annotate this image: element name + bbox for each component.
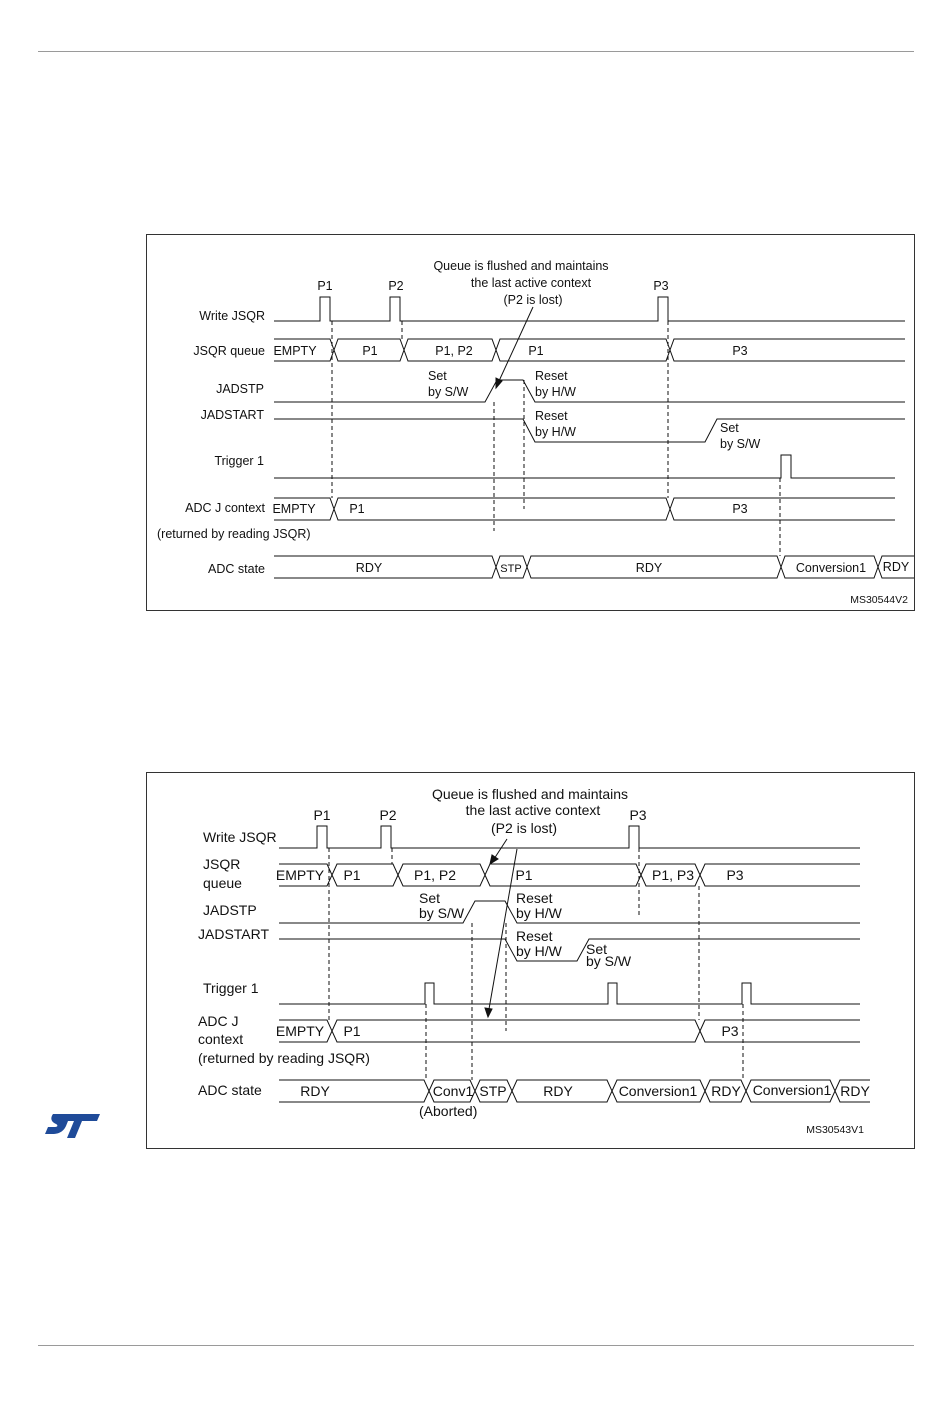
queue-value-p3-2: P3: [726, 867, 744, 883]
queue-value-p1-b: P1: [528, 344, 544, 358]
signal-label-adc-j-context: ADC J context: [185, 501, 265, 515]
queue-value-empty: EMPTY: [273, 344, 317, 358]
trigger1-wave: [274, 455, 895, 478]
note-reset-hw-1b: by H/W: [535, 385, 576, 399]
state-value-stp: STP: [500, 563, 522, 575]
queue-value-p1-2: P1: [343, 867, 361, 883]
returned-note: (returned by reading JSQR): [157, 527, 311, 541]
state-value-rdy-2: RDY: [635, 561, 663, 575]
timing-diagram-1-svg: [147, 235, 914, 610]
note-reset-hw-2b: by H/W: [535, 425, 576, 439]
state-value-stp-2: STP: [479, 1083, 507, 1099]
signal-label-jsqr-queue: JSQR queue: [193, 344, 265, 358]
context-value-p1-2: P1: [343, 1023, 361, 1039]
state-value-conversion1-a: Conversion1: [618, 1083, 698, 1099]
timing-diagram-2-svg: [147, 773, 914, 1148]
pulse-label-p2: P2: [388, 279, 404, 293]
state-value-conversion1-b: Conversion1: [752, 1082, 832, 1098]
jadstp-wave: [274, 380, 905, 402]
annotation-line-2-2: the last active context: [465, 802, 601, 818]
queue-value-p1-b-2: P1: [515, 867, 533, 883]
note-set-sw-1a-2: Set: [419, 890, 441, 906]
annotation-arrow-head-2a: [490, 855, 498, 864]
state-value-rdy-3: RDY: [882, 560, 910, 574]
state-value-conv1-aborted: Conv1: [432, 1083, 474, 1099]
write-jsqr-wave: [274, 297, 905, 321]
signal-label-adc-state: ADC state: [208, 562, 265, 576]
annotation-line-3-2: (P2 is lost): [490, 820, 558, 836]
signal-label-write-jsqr: Write JSQR: [199, 309, 265, 323]
note-reset-hw-2a-2: Reset: [516, 928, 553, 944]
signal-label-adc-j-2b: context: [198, 1031, 244, 1047]
figure-ref-2: MS30543V1: [806, 1124, 864, 1136]
note-reset-hw-1b-2: by H/W: [516, 905, 562, 921]
signal-label-jadstp: JADSTP: [216, 382, 264, 396]
signal-label-adc-state-2: ADC state: [198, 1082, 262, 1098]
signal-label-trigger1-2: Trigger 1: [203, 980, 259, 996]
jadstart-wave: [274, 419, 905, 442]
note-set-sw-2a: Set: [720, 421, 739, 435]
queue-value-p1-p2: P1, P2: [435, 344, 473, 358]
pulse-label-p1-2: P1: [313, 807, 331, 823]
queue-value-p3: P3: [732, 344, 748, 358]
trigger1-wave-2: [279, 983, 860, 1004]
header-rule: [38, 51, 914, 52]
context-value-p3: P3: [732, 502, 748, 516]
annotation-line-1: Queue is flushed and maintains: [433, 259, 609, 273]
returned-note-2: (returned by reading JSQR): [198, 1050, 370, 1066]
figure-ref-1: MS30544V2: [850, 594, 908, 606]
queue-value-p1: P1: [362, 344, 378, 358]
state-value-rdy-a: RDY: [300, 1083, 330, 1099]
queue-value-p1-p3-2: P1, P3: [651, 867, 695, 883]
signal-label-jadstart: JADSTART: [200, 408, 264, 422]
st-logo: [42, 1110, 102, 1142]
pulse-label-p2-2: P2: [379, 807, 397, 823]
signal-label-jsqr-queue-2a: JSQR: [203, 856, 241, 872]
pulse-label-p3: P3: [653, 279, 669, 293]
context-value-empty: EMPTY: [272, 502, 316, 516]
aborted-label: (Aborted): [419, 1103, 478, 1119]
write-jsqr-wave-2: [279, 826, 860, 848]
context-value-empty-2: EMPTY: [275, 1023, 325, 1039]
queue-value-p1-p2-2: P1, P2: [413, 867, 457, 883]
signal-label-write-jsqr-2: Write JSQR: [203, 829, 277, 845]
timing-diagram-1: [146, 234, 915, 611]
state-value-rdy-b: RDY: [543, 1083, 573, 1099]
timing-diagram-2: [146, 772, 915, 1149]
annotation-line-1-2: Queue is flushed and maintains: [431, 786, 629, 802]
adc-j-context-bus-2: [279, 1020, 860, 1042]
note-set-sw-1b: by S/W: [428, 385, 469, 399]
signal-label-trigger1: Trigger 1: [214, 454, 264, 468]
annotation-line-2: the last active context: [470, 276, 592, 290]
jadstp-wave-2: [279, 901, 860, 923]
state-value-rdy-1: RDY: [355, 561, 383, 575]
signal-label-jsqr-queue-2b: queue: [203, 875, 242, 891]
jadstart-wave-2: [279, 939, 860, 961]
signal-label-jadstp-2: JADSTP: [203, 902, 257, 918]
note-set-sw-2b-2: by S/W: [586, 953, 632, 969]
note-reset-hw-2b-2: by H/W: [516, 943, 562, 959]
note-set-sw-2a-2: Set: [586, 941, 608, 957]
note-set-sw-2b: by S/W: [720, 437, 761, 451]
note-set-sw-1a: Set: [428, 369, 447, 383]
adc-j-context-bus: [274, 498, 895, 520]
jsqr-queue-bus-2: [279, 864, 860, 886]
pulse-label-p1: P1: [317, 279, 333, 293]
note-reset-hw-1a-2: Reset: [516, 890, 553, 906]
signal-label-jadstart-2: JADSTART: [198, 926, 270, 942]
footer-rule: [38, 1345, 914, 1346]
queue-value-empty-2: EMPTY: [275, 867, 325, 883]
annotation-arrow-head-2b: [485, 1008, 492, 1017]
st-logo-text: ST: [72, 1130, 74, 1131]
pulse-label-p3-2: P3: [629, 807, 647, 823]
state-value-rdy-d: RDY: [840, 1083, 870, 1099]
annotation-arrow-line-2a: [494, 839, 507, 859]
annotation-line-3: (P2 is lost): [503, 293, 563, 307]
context-value-p3-2: P3: [721, 1023, 739, 1039]
state-value-conversion1: Conversion1: [795, 561, 867, 575]
note-reset-hw-1a: Reset: [535, 369, 568, 383]
note-reset-hw-2a: Reset: [535, 409, 568, 423]
state-value-rdy-c: RDY: [711, 1083, 741, 1099]
signal-label-adc-j-2a: ADC J: [198, 1013, 239, 1029]
context-value-p1: P1: [349, 502, 365, 516]
annotation-arrow-line-2b: [489, 849, 517, 1009]
note-set-sw-1b-2: by S/W: [419, 905, 465, 921]
